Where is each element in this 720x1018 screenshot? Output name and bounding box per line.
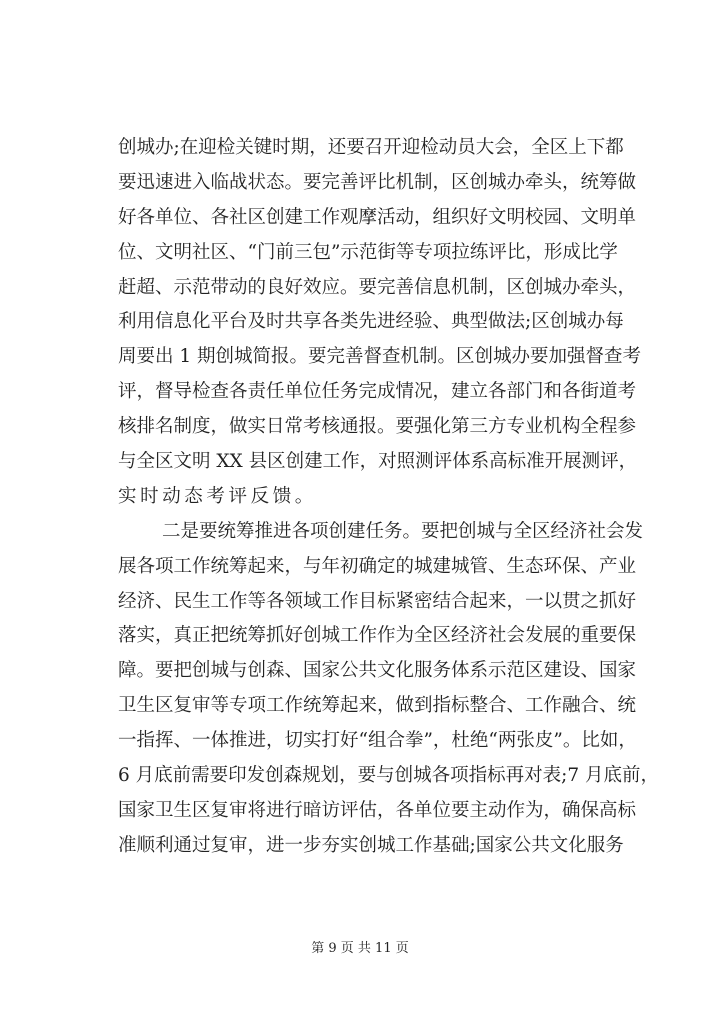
text-line: 国家卫生区复审将进行暗访评估，各单位要主动作为，确保高标 bbox=[118, 799, 637, 821]
text-line: 展各项工作统筹起来，与年初确定的城建城管、生态环保、产业 bbox=[118, 555, 637, 577]
body-text bbox=[118, 131, 660, 864]
text-line: 6 月底前需要印发创森规划，要与创城各项指标再对表;7 月底前， bbox=[118, 765, 660, 787]
text-line: 准顺利通过复审，进一步夯实创城工作基础;国家公共文化服务 bbox=[118, 834, 624, 856]
text-line: 落实，真正把统筹抓好创城工作作为全区经济社会发展的重要保 bbox=[118, 625, 637, 647]
text-line: 赶超、示范带动的良好效应。要完善信息机制，区创城办牵头， bbox=[118, 276, 637, 298]
text-line: 要迅速进入临战状态。要完善评比机制，区创城办牵头，统筹做 bbox=[118, 171, 637, 193]
text-line: 利用信息化平台及时共享各类先进经验、典型做法;区创城办每 bbox=[118, 311, 624, 333]
text-line: 创城办;在迎检关键时期，还要召开迎检动员大会，全区上下都 bbox=[118, 137, 624, 158]
text-line: 障。要把创城与创森、国家公共文化服务体系示范区建设、国家 bbox=[118, 660, 637, 682]
text-line: 周要出 1 期创城简报。要完善督查机制。区创城办要加强督查考 bbox=[118, 346, 642, 368]
text-line: 与全区文明 XX 县区创建工作，对照测评体系高标准开展测评， bbox=[118, 451, 638, 473]
text-line: 核排名制度，做实日常考核通报。要强化第三方专业机构全程参 bbox=[118, 416, 637, 438]
paragraph-start-line: 二是要统筹推进各项创建任务。要把创城与全区经济社会发 bbox=[162, 520, 644, 542]
text-line: 实时动态考评反馈。 bbox=[118, 485, 317, 507]
text-line: 卫生区复审等专项工作统筹起来，做到指标整合、工作融合、统 bbox=[118, 695, 637, 717]
text-line: 经济、民生工作等各领域工作目标紧密结合起来，一以贯之抓好 bbox=[118, 590, 637, 612]
text-line: 一指挥、一体推进，切实打好“组合拳”，杜绝“两张皮”。比如， bbox=[118, 730, 637, 752]
page-number-footer: 第 9 页 共 11 页 bbox=[311, 941, 409, 956]
text-line: 位、文明社区、“门前三包”示范街等专项拉练评比，形成比学 bbox=[118, 241, 618, 263]
text-line: 评，督导检查各责任单位任务完成情况，建立各部门和各街道考 bbox=[118, 381, 637, 403]
text-line: 好各单位、各社区创建工作观摩活动，组织好文明校园、文明单 bbox=[118, 206, 637, 228]
